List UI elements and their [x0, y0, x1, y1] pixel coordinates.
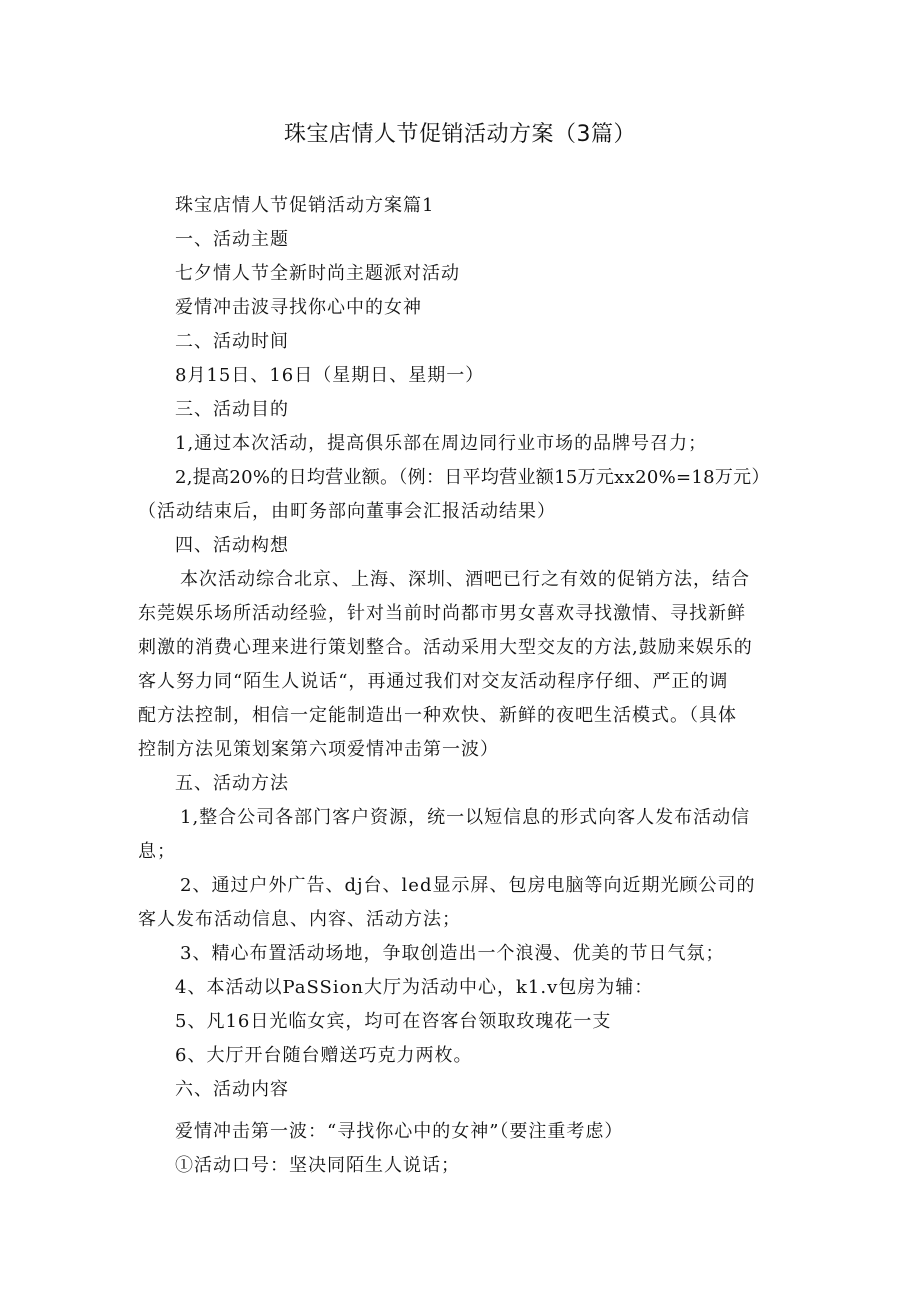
paragraph-line: 爱情冲击第一波：“寻找你心中的女神”（要注重考虑）	[175, 1121, 624, 1142]
section-heading: 五、活动方法	[175, 773, 289, 794]
paragraph-line: 配方法控制，相信一定能制造出一种欢快、新鲜的夜吧生活模式。（具体	[138, 705, 737, 726]
section-heading: 珠宝店情人节促销活动方案篇1	[175, 195, 435, 216]
paragraph-line: ①活动口号：坚决同陌生人说话；	[175, 1155, 460, 1176]
paragraph-line: 客人努力同“陌生人说话“，再通过我们对交友活动程序仔细、严正的调	[138, 671, 729, 692]
section-heading: 三、活动目的	[175, 399, 289, 420]
section-heading: 一、活动主题	[175, 229, 289, 250]
paragraph-line: 4、本活动以PaSSion大厅为活动中心，k1.v包房为辅：	[175, 977, 654, 998]
paragraph-line: 刺激的消费心理来进行策划整合。活动采用大型交友的方法,鼓励来娱乐的	[138, 637, 753, 658]
section-heading: 六、活动内容	[175, 1079, 289, 1100]
paragraph-line: 1,通过本次活动，提高俱乐部在周边同行业市场的品牌号召力；	[175, 433, 708, 454]
paragraph-line: 2、通过户外广告、dj台、led显示屏、包房电脑等向近期光顾公司的	[180, 875, 756, 896]
paragraph-line: 客人发布活动信息、内容、活动方法；	[138, 909, 461, 930]
paragraph-line: 本次活动综合北京、上海、深圳、酒吧已行之有效的促销方法，结合	[180, 569, 750, 590]
paragraph-line: 8月15日、16日（星期日、星期一）	[175, 365, 485, 386]
paragraph-line: 6、大厅开台随台赠送巧克力两枚。	[175, 1045, 473, 1066]
section-heading: 四、活动构想	[175, 535, 289, 556]
paragraph-line: 息；	[138, 841, 176, 862]
paragraph-line: 2,提高20%的日均营业额。（例：日平均营业额15万元xx20%=18万元）	[175, 467, 770, 488]
paragraph-line: 东莞娱乐场所活动经验，针对当前时尚都市男女喜欢寻找激情、寻找新鲜	[138, 603, 746, 624]
section-heading: 二、活动时间	[175, 331, 289, 352]
paragraph-line: 1,整合公司各部门客户资源，统一以短信息的形式向客人发布活动信	[180, 807, 751, 828]
paragraph-line: 3、精心布置活动场地，争取创造出一个浪漫、优美的节日气氛；	[180, 943, 725, 964]
paragraph-line: 爱情冲击波寻找你心中的女神	[175, 297, 422, 318]
paragraph-line: 5、凡16日光临女宾，均可在咨客台领取玫瑰花一支	[175, 1011, 612, 1032]
document-title: 珠宝店情人节促销活动方案（3篇）	[284, 122, 636, 147]
paragraph-line: 控制方法见策划案第六项爱情冲击第一波）	[138, 739, 499, 760]
paragraph-line: 七夕情人节全新时尚主题派对活动	[175, 263, 460, 284]
paragraph-line: （活动结束后，由町务部向董事会汇报活动结果）	[138, 501, 556, 522]
